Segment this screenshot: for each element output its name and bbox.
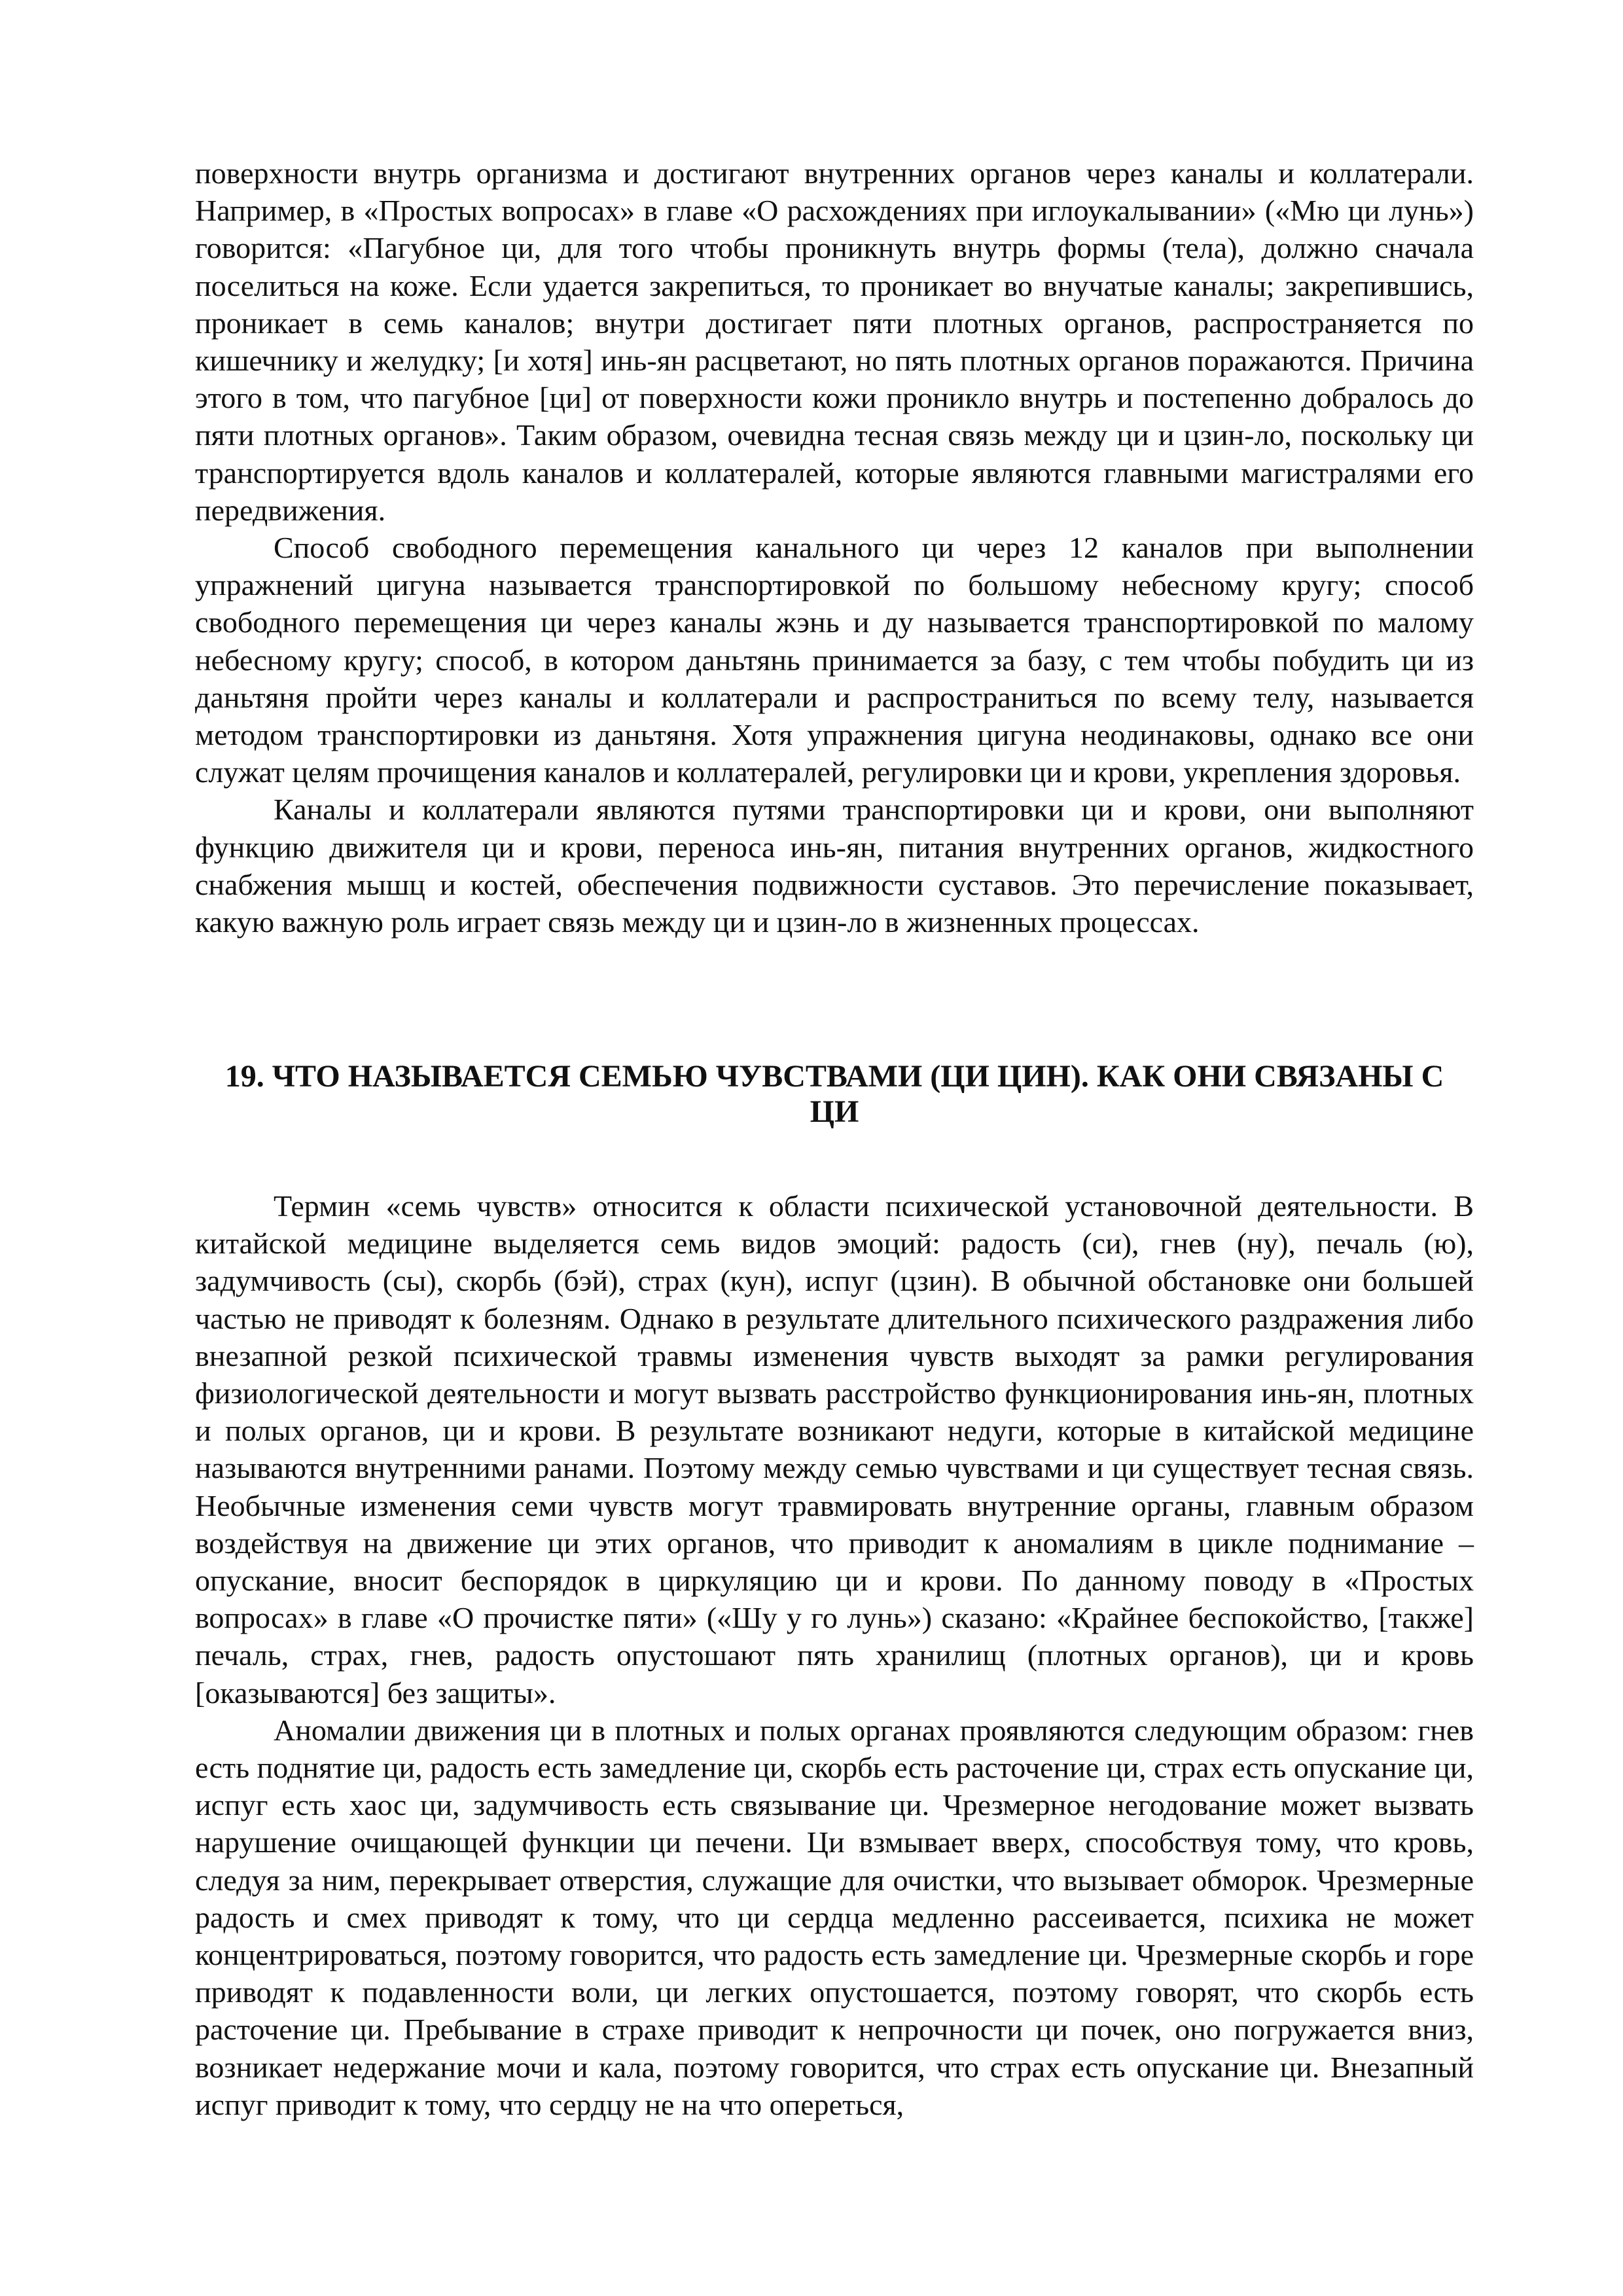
section-2-body [195, 1187, 1474, 2123]
section-heading-line-2: ЦИ [810, 1094, 859, 1129]
paragraph-qigong-circulation: Способ свободного перемещения канального ци через 12 каналов при выполнении упражнений цигуна называется транспортировкой по большому небесному кругу; способ свободного перемещения ци через каналы жэнь и ду называется транспортировкой по малому небесному кругу; способ, в котором даньтянь принимается за базу, с тем чтобы побудить ци из даньтяня пройти через каналы и коллатерали и распространиться по всему телу, называется методом транспортировки из даньтяня. Хотя упражнения цигуна неодинаковы, однако все они служат целям прочищения каналов и коллатералей, регулировки ци и крови, укрепления здоровья. [195, 531, 1474, 789]
section-heading-line-1: 19. ЧТО НАЗЫВАЕТСЯ СЕМЬЮ ЧУВСТВАМИ (ЦИ ЦИН). КАК ОНИ СВЯЗАНЫ С [224, 1059, 1444, 1094]
paragraph-continuation: поверхности внутрь организма и достигают внутренних органов через каналы и коллатерали. Например, в «Простых вопросах» в главе «О расхождениях при иглоукалывании» («Мю ци лунь») говорится: «Пагубное ци, для того чтобы проникнуть внутрь формы (тела), должно сначала поселиться на коже. Если удается закрепиться, то проникает во внучатые каналы; закрепившись, проникает в семь каналов; внутри достигает пяти плотных органов, распространяется по кишечнику и желудку; [и хотя] инь-ян расцветают, но пять плотных органов поражаются. Причина этого в том, что пагубное [ци] от поверхности кожи проникло внутрь и постепенно добралось до пяти плотных органов». Таким образом, очевидна тесная связь между ци и цзин-ло, поскольку ци транспортируется вдоль каналов и коллатералей, которые являются главными магистралями его передвижения. [195, 156, 1474, 527]
paragraph-seven-emotions: Термин «семь чувств» относится к области психической установочной деятельности. В китайской медицине выделяется семь видов эмоций: радость (си), гнев (ну), печаль (ю), задумчивость (сы), скорбь (бэй), страх (кун), испуг (цзин). В обычной обстановке они большей частью не приводят к болезням. Однако в результате длительного психического раздражения либо внезапной резкой психической травмы изменения чувств выходят за рамки регулирования физиологической деятельности и могут вызвать расстройство функционирования инь-ян, плотных и полых органов, ци и крови. В результате возникают недуги, которые в китайской медицине называются внутренними ранами. Поэтому между семью чувствами и ци существует тесная связь. Необычные изменения семи чувств могут травмировать внутренние органы, главным образом воздействуя на движение ци этих органов, что приводит к аномалиям в цикле поднимание – опускание, вносит беспорядок в циркуляцию ци и крови. По данному поводу в «Простых вопросах» в главе «О прочистке пяти» («Шу у го лунь») сказано: «Крайнее беспокойство, [также] печаль, страх, гнев, радость опустошают пять хранилищ (плотных органов), ци и кровь [оказываются] без защиты». [195, 1189, 1474, 1710]
paragraph-qi-anomalies: Аномалии движения ци в плотных и полых органах проявляются следующим образом: гнев есть поднятие ци, радость есть замедление ци, скорбь есть расточение ци, страх есть опускание ци, испуг есть хаос ци, задумчивость есть связывание ци. Чрезмерное негодование может вызвать нарушение очищающей функции ци печени. Ци взмывает вверх, способствуя тому, что кровь, следуя за ним, перекрывает отверстия, служащие для очистки, что вызывает обморок. Чрезмерные радость и смех приводят к тому, что ци сердца медленно рассеивается, психика не может концентрироваться, поэтому говорится, что радость есть замедление ци. Чрезмерные скорбь и горе приводят к подавленности воли, ци легких опустошается, поэтому говорят, что скорбь есть расточение ци. Пребывание в страхе приводит к непрочности ци почек, оно погружается вниз, возникает недержание мочи и кала, поэтому говорится, что страх есть опускание ци. Внезапный испуг приводит к тому, что сердцу не на что опереться, [195, 1713, 1474, 2121]
section-heading [195, 1059, 1474, 1130]
paragraph-channels-functions: Каналы и коллатерали являются путями транспортировки ци и крови, они выполняют функцию движителя ци и крови, переноса инь-ян, питания внутренних органов, жидкостного снабжения мышц и костей, обеспечения подвижности суставов. Это перечисление показывает, какую важную роль играет связь между ци и цзин-ло в жизненных процессах. [195, 793, 1474, 939]
section-1-body [195, 154, 1474, 941]
